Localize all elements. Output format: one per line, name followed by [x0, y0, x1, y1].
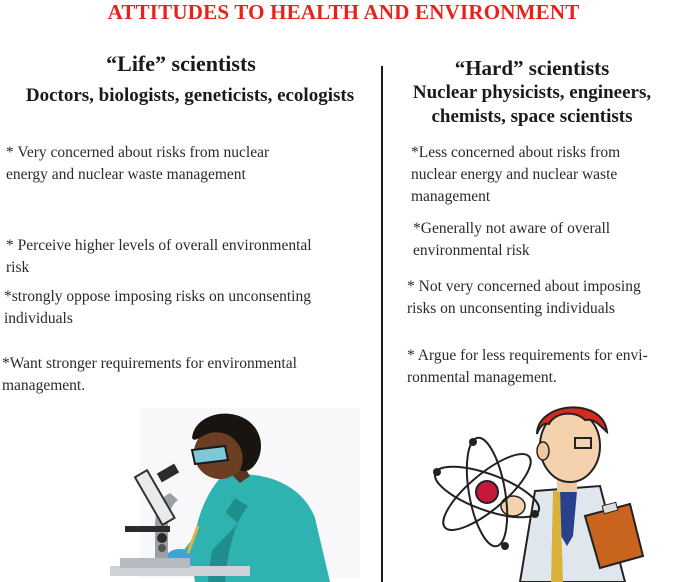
left-point-1: * Very concerned about risks from nuclear energy and nuclear waste management	[6, 144, 270, 183]
left-point-4: *Want stronger requirements for environmental management.	[2, 355, 297, 394]
right-heading: “Hard” scientists	[454, 56, 610, 80]
left-heading: “Life” scientists	[106, 51, 256, 76]
scientist-microscope-illustration	[100, 398, 370, 582]
left-subheading: Doctors, biologists, geneticists, ecologists	[25, 85, 355, 106]
right-subheading-line2: chemists, space scientists	[431, 106, 633, 127]
right-point-3: * Not very concerned about imposing risks on unconsenting individuals	[407, 278, 641, 317]
scientist-atom-illustration	[425, 396, 675, 582]
page-title: ATTITUDES TO HEALTH AND ENVIRONMENT	[107, 0, 580, 24]
right-point-4: * Argue for less requirements for envi- ronmental management.	[407, 347, 648, 386]
column-divider	[381, 66, 383, 582]
left-point-3: *strongly oppose imposing risks on unconsenting individuals	[4, 288, 311, 327]
right-subheading-line1: Nuclear physicists, engineers,	[412, 82, 652, 103]
right-point-2: *Generally not aware of overall environmental risk	[413, 220, 611, 259]
right-point-1: *Less concerned about risks from nuclear energy and nuclear waste management	[411, 144, 621, 205]
left-point-2: * Perceive higher levels of overall environmental risk	[6, 237, 312, 276]
